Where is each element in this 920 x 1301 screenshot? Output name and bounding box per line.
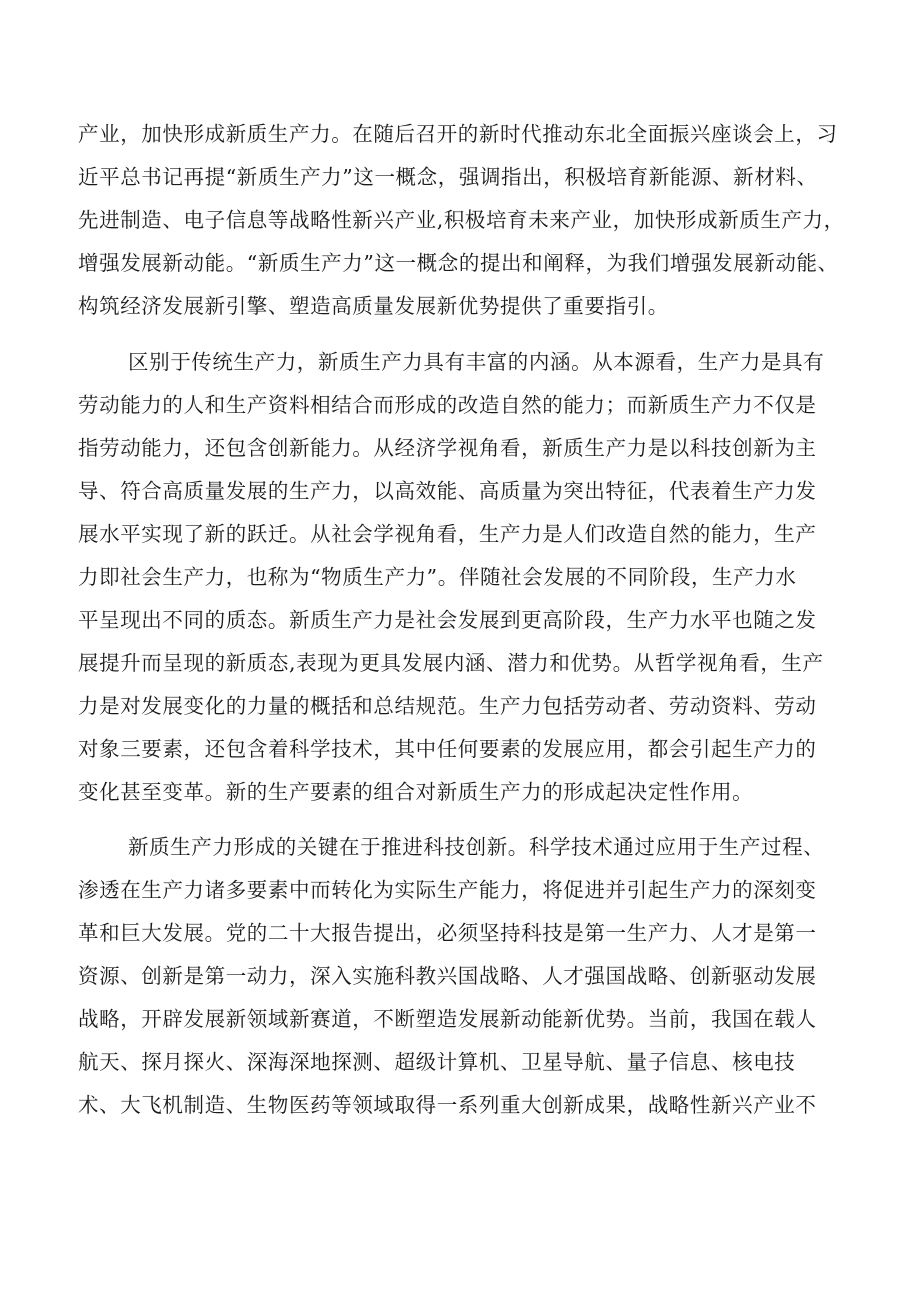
text-line: 近平总书记再提“新质生产力”这一概念，强调指出，积极培育新能源、新材料、: [78, 165, 818, 189]
text-line: 战略，开辟发展新领域新赛道，不断塑造发展新动能新优势。当前，我国在载人: [78, 1007, 817, 1031]
text-line: 力即社会生产力，也称为“物质生产力”。伴随社会发展的不同阶段，生产力水: [78, 565, 797, 589]
text-line: 航天、探月探火、深海深地探测、超级计算机、卫星导航、量子信息、核电技: [78, 1050, 796, 1074]
text-line: 指劳动能力，还包含创新能力。从经济学视角看，新质生产力是以科技创新为主: [78, 436, 817, 460]
text-line: 区别于传统生产力，新质生产力具有丰富的内涵。从本源看，生产力是具有: [128, 350, 825, 374]
text-line: 力是对发展变化的力量的概括和总结规范。生产力包括劳动者、劳动资料、劳动: [78, 694, 817, 718]
text-line: 革和巨大发展。党的二十大报告提出，必须坚持科技是第一生产力、人才是第一: [78, 921, 817, 945]
text-line: 变化甚至变革。新的生产要素的组合对新质生产力的形成起决定性作用。: [78, 780, 754, 804]
text-line: 增强发展新动能。“新质生产力”这一概念的提出和阐释，为我们增强发展新动能、: [78, 251, 839, 275]
text-line: 对象三要素，还包含着科学技术，其中任何要素的发展应用，都会引起生产力的: [78, 737, 817, 761]
text-line: 先进制造、电子信息等战略性新兴产业,积极培育未来产业，加快形成新质生产力，: [78, 208, 845, 232]
text-line: 劳动能力的人和生产资料相结合而形成的改造自然的能力；而新质生产力不仅是: [78, 393, 817, 417]
text-line: 构筑经济发展新引擎、塑造高质量发展新优势提供了重要指引。: [78, 294, 669, 318]
text-line: 产业，加快形成新质生产力。在随后召开的新时代推动东北全面振兴座谈会上，习: [78, 122, 838, 146]
text-line: 资源、创新是第一动力，深入实施科教兴国战略、人才强国战略、创新驱动发展: [78, 964, 817, 988]
text-line: 导、符合高质量发展的生产力，以高效能、高质量为突出特征，代表着生产力发: [78, 479, 817, 503]
text-line: 展水平实现了新的跃迁。从社会学视角看，生产力是人们改造自然的能力，生产: [78, 522, 817, 546]
text-line: 平呈现出不同的质态。新质生产力是社会发展到更高阶段，生产力水平也随之发: [78, 608, 817, 632]
text-line: 术、大飞机制造、生物医药等领域取得一系列重大创新成果，战略性新兴产业不: [78, 1093, 817, 1117]
text-line: 渗透在生产力诸多要素中而转化为实际生产能力，将促进并引起生产力的深刻变: [78, 878, 817, 902]
text-line: 展提升而呈现的新质态,表现为更具发展内涵、潜力和优势。从哲学视角看，生产: [78, 651, 824, 675]
text-line: 新质生产力形成的关键在于推进科技创新。科学技术通过应用于生产过程、: [128, 835, 825, 859]
